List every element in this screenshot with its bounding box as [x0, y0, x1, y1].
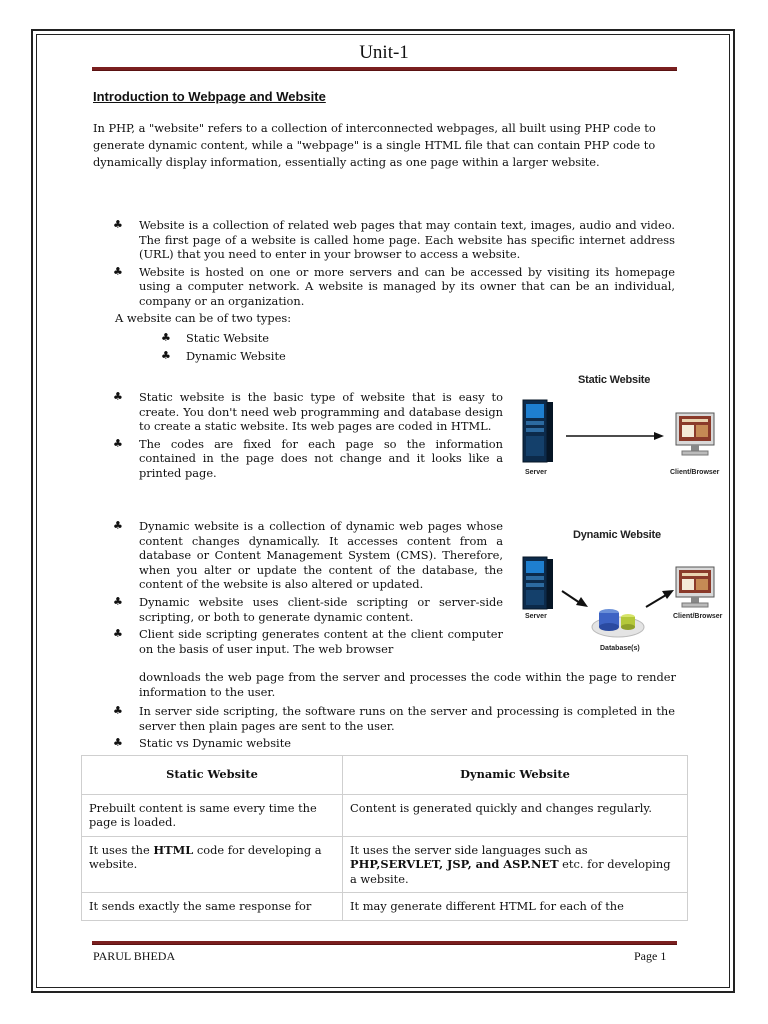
dynamic-bullet-list — [113, 519, 503, 659]
list-item: ♣ Static website is the basic type of website that is easy to create. You don't need web programming and database design to create a static website. Its web pages are coded in HTML. — [113, 390, 503, 434]
table-cell: It uses the server side languages such as PHP,SERVLET, JSP, and ASP.NET etc. for developing a website. — [343, 836, 688, 893]
club-bullet-icon: ♣ — [113, 436, 123, 450]
client-browser-icon — [676, 413, 714, 455]
types-list — [161, 329, 286, 365]
client-side-continuation: downloads the web page from the server and processes the code within the page to render information to the user. — [139, 670, 676, 699]
club-bullet-icon: ♣ — [113, 594, 123, 608]
intro-bullet-list — [113, 218, 675, 312]
table-header-dynamic: Dynamic Website — [343, 756, 688, 795]
footer-author: PARUL BHEDA — [93, 949, 176, 963]
static-client-label: Client/Browser — [670, 469, 720, 476]
static-server-label: Server — [525, 469, 547, 476]
server-icon — [523, 557, 553, 609]
club-bullet-icon: ♣ — [161, 331, 171, 344]
intro-paragraph: In PHP, a "website" refers to a collection of interconnected webpages, all built using PHP code to generate dynamic content, while a "webpage" is a single HTML file that can contain PHP code to dynamically display information, essentially acting as one page within a larger website. — [93, 121, 656, 170]
table-cell: It may generate different HTML for each of the — [343, 893, 688, 921]
club-bullet-icon: ♣ — [113, 264, 123, 278]
table-cell: Prebuilt content is same every time the page is loaded. — [82, 794, 343, 836]
types-lead: A website can be of two types: — [115, 311, 292, 325]
table-row — [82, 794, 688, 836]
club-bullet-icon: ♣ — [113, 627, 123, 641]
club-bullet-icon: ♣ — [161, 349, 171, 362]
list-item: ♣ Dynamic website uses client-side scripting or server-side scripting, or both to generate dynamic content. — [113, 594, 503, 624]
club-bullet-icon: ♣ — [113, 704, 123, 717]
table-header-static: Static Website — [82, 756, 343, 795]
table-cell: It sends exactly the same response for — [82, 893, 343, 921]
database-icon — [592, 609, 644, 637]
dynamic-client-label: Client/Browser — [673, 613, 723, 620]
dynamic-website-diagram — [516, 527, 731, 657]
static-website-diagram — [516, 368, 726, 483]
dynamic-diagram-graphic — [516, 545, 731, 655]
list-item: ♣ Website is hosted on one or more servers and can be accessed by visiting its homepage using a computer network. A website is managed by its owner that can be an individual, company or an organization. — [113, 264, 675, 308]
table-row — [82, 836, 688, 893]
client-browser-icon — [676, 567, 714, 607]
footer-rule — [92, 941, 677, 945]
list-item: ♣ Dynamic Website — [161, 349, 286, 363]
list-item: ♣ The codes are fixed for each page so the information contained in the page does not change and it looks like a printed page. — [113, 436, 503, 480]
dynamic-database-label: Database(s) — [600, 645, 640, 652]
club-bullet-icon: ♣ — [113, 390, 123, 403]
club-bullet-icon: ♣ — [113, 736, 123, 750]
list-item: ♣ Static vs Dynamic website — [113, 736, 292, 751]
dynamic-server-label: Server — [525, 613, 547, 620]
table-cell: Content is generated quickly and changes regularly. — [343, 794, 688, 836]
club-bullet-icon: ♣ — [113, 519, 123, 532]
comparison-table — [81, 755, 688, 921]
table-header-row — [82, 756, 688, 795]
table-row — [82, 893, 688, 921]
list-item: ♣ In server side scripting, the software runs on the server and processing is completed in the server then plain pages are sent to the user. — [113, 704, 675, 733]
static-bullet-list — [113, 390, 503, 484]
page-header-title: Unit-1 — [359, 42, 409, 63]
server-icon — [523, 400, 553, 462]
footer-page-number: Page 1 — [634, 949, 667, 963]
list-item: ♣ Static Website — [161, 331, 270, 345]
dynamic-diagram-title: Dynamic Website — [573, 529, 661, 541]
static-diagram-title: Static Website — [578, 374, 651, 386]
server-side-bullet-list — [113, 704, 675, 754]
section-heading: Introduction to Webpage and Website — [93, 89, 326, 104]
club-bullet-icon: ♣ — [113, 218, 123, 231]
list-item: ♣ Dynamic website is a collection of dynamic web pages whose content changes dynamically. It accesses content from a database or Content Management System (CMS). Therefore, when you alter or update the content of the database, the content of the website is also altered or updated. — [113, 519, 503, 592]
list-item: ♣ Website is a collection of related web pages that may contain text, images, audio and video. The first page of a website is called home page. Each website has specific internet address (URL) that you need to enter in your browser to access a website. — [113, 218, 675, 262]
header-rule — [92, 67, 677, 71]
list-item: ♣ Client side scripting generates content at the client computer on the basis of user input. The web browser — [113, 627, 503, 656]
table-cell: It uses the HTML code for developing a website. — [82, 836, 343, 893]
